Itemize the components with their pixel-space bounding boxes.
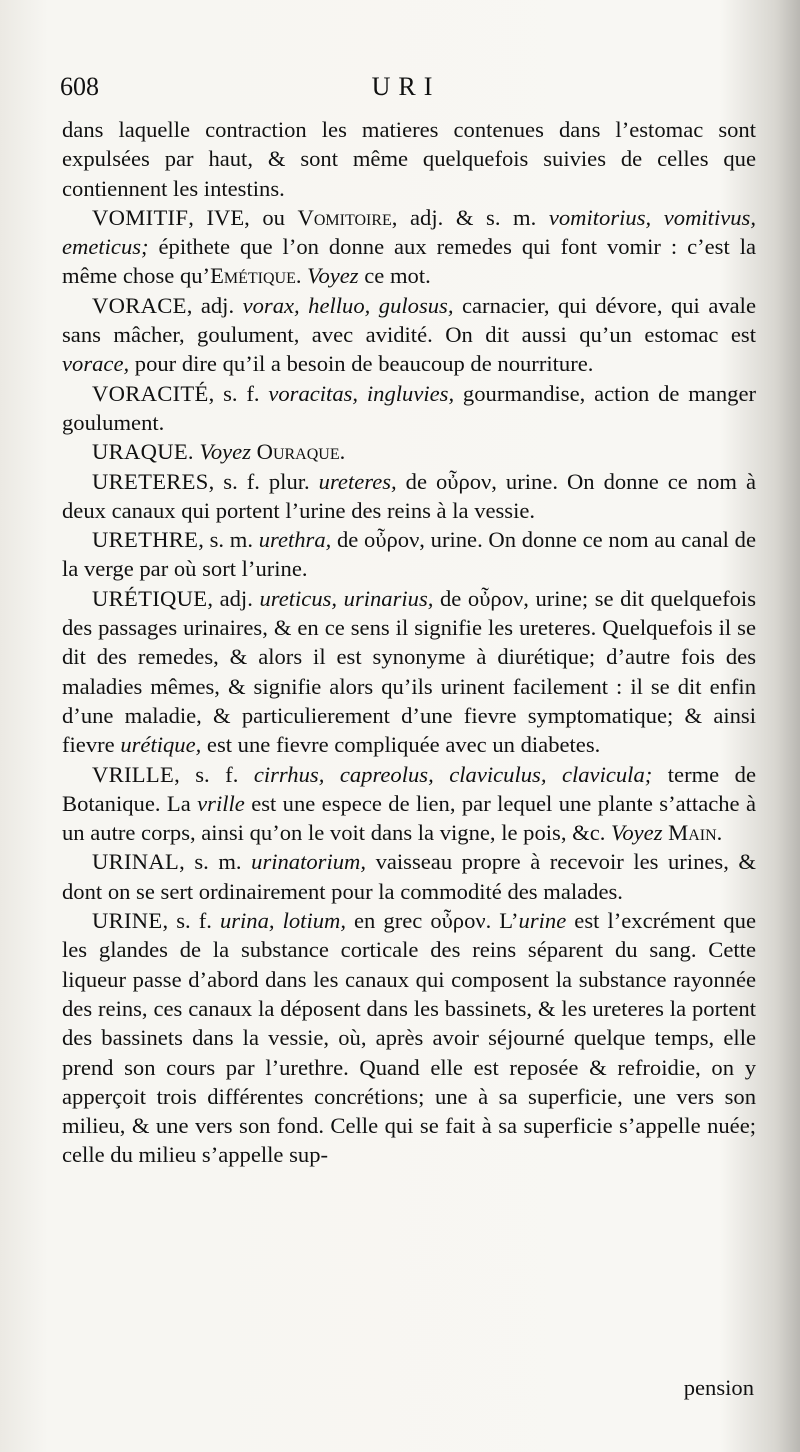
catchword: pension xyxy=(683,1375,754,1400)
entry-urine: URINE, s. f. urina, lotium, en grec οὖρον. L’urine est l’excrément que les glandes de la substance corticale des reins séparent du sang. Cette liqueur passe d’abord dans les canaux qui composent la substance rayonnée des reins, ces canaux la déposent dans les bassinets, & les ureteres la portent des bassinets dans la vessie, où, après avoir séjourné quelque temps, elle prend son cours par l’urethre. Quand elle est reposée & refroidie, on y apperçoit trois différentes concrétions; une à sa superficie, une vers son milieu, & une vers son fond. Celle qui se fait à sa superficie s’appelle nuée; celle du milieu s’appelle sup- xyxy=(62,908,756,1168)
entry-lemma: URINAL xyxy=(92,849,180,875)
page-number: 608 xyxy=(60,72,99,101)
entry-lemma: VORACE xyxy=(92,292,187,318)
entry-uretique: URÉTIQUE, adj. ureticus, urinarius, de οὖρον, urine; se dit quelquefois des passages urinaires, & en ce sens il signifie les ureteres. Quelquefois il se dit des remedes, & alors il est synonyme à diurétique; d’autre fois des maladies mêmes, & signifie alors qu’ils urinent facilement : il se dit enfin d’une maladie, & particulierement d’une fievre symptomatique; & ainsi fievre urétique, est une fievre compliquée avec un diabetes. xyxy=(62,585,756,758)
entry-lemma: VORACITÉ xyxy=(92,380,209,406)
entry-vorace: VORACE, adj. vorax, helluo, gulosus, carnacier, qui dévore, qui avale sans mâcher, goulument, avec avidité. On dit aussi qu’un estomac est vorace, pour dire qu’il a besoin de beaucoup de nourriture. xyxy=(62,292,756,377)
entry-lemma: VOMITIF xyxy=(92,204,189,230)
entry-vomitif: VOMITIF, IVE, ou Vomitoire, adj. & s. m. vomitorius, vomitivus, emeticus; épithete que l’on donne aux remedes qui font vomir : c’est la même chose qu’Emétique. Voyez ce mot. xyxy=(62,204,756,289)
running-head: URI xyxy=(371,72,441,101)
page-header xyxy=(60,72,752,112)
entry-lemma: VRILLE xyxy=(92,761,175,787)
entry-voracite: VORACITÉ, s. f. voracitas, ingluvies, gourmandise, action de manger goulument. xyxy=(62,380,756,435)
entry-continuation: dans laquelle contraction les matieres contenues dans l’estomac sont expulsées par haut, & sont même quelquefois suivies de celles que contiennent les intestins. xyxy=(62,117,756,201)
entry-ureteres: URETERES, s. f. plur. ureteres, de οὖρον, urine. On donne ce nom à deux canaux qui portent l’urine des reins à la vessie. xyxy=(62,468,757,523)
entry-lemma: URETHRE xyxy=(92,527,199,553)
entry-urethre: URETHRE, s. m. urethra, de οὖρον, urine. On donne ce nom au canal de la verge par où sort l’urine. xyxy=(62,527,756,582)
entry-lemma: URINE xyxy=(92,908,163,934)
entry-lemma: URETERES xyxy=(92,468,209,494)
entry-uraque: URAQUE. Voyez Ouraque. xyxy=(92,439,346,465)
entry-vrille: VRILLE, s. f. cirrhus, capreolus, claviculus, clavicula; terme de Botanique. La vrille est une espece de lien, par lequel une plante s’attache à un autre corps, ainsi qu’on le voit dans la vigne, le pois, &c. Voyez Main. xyxy=(62,761,756,846)
dictionary-text xyxy=(62,115,756,1170)
entry-lemma: URÉTIQUE xyxy=(92,585,208,611)
entry-lemma: URAQUE. xyxy=(92,439,194,465)
entry-urinal: URINAL, s. m. urinatorium, vaisseau propre à recevoir les urines, & dont on se sert ordinairement pour la commodité des malades. xyxy=(62,849,756,904)
